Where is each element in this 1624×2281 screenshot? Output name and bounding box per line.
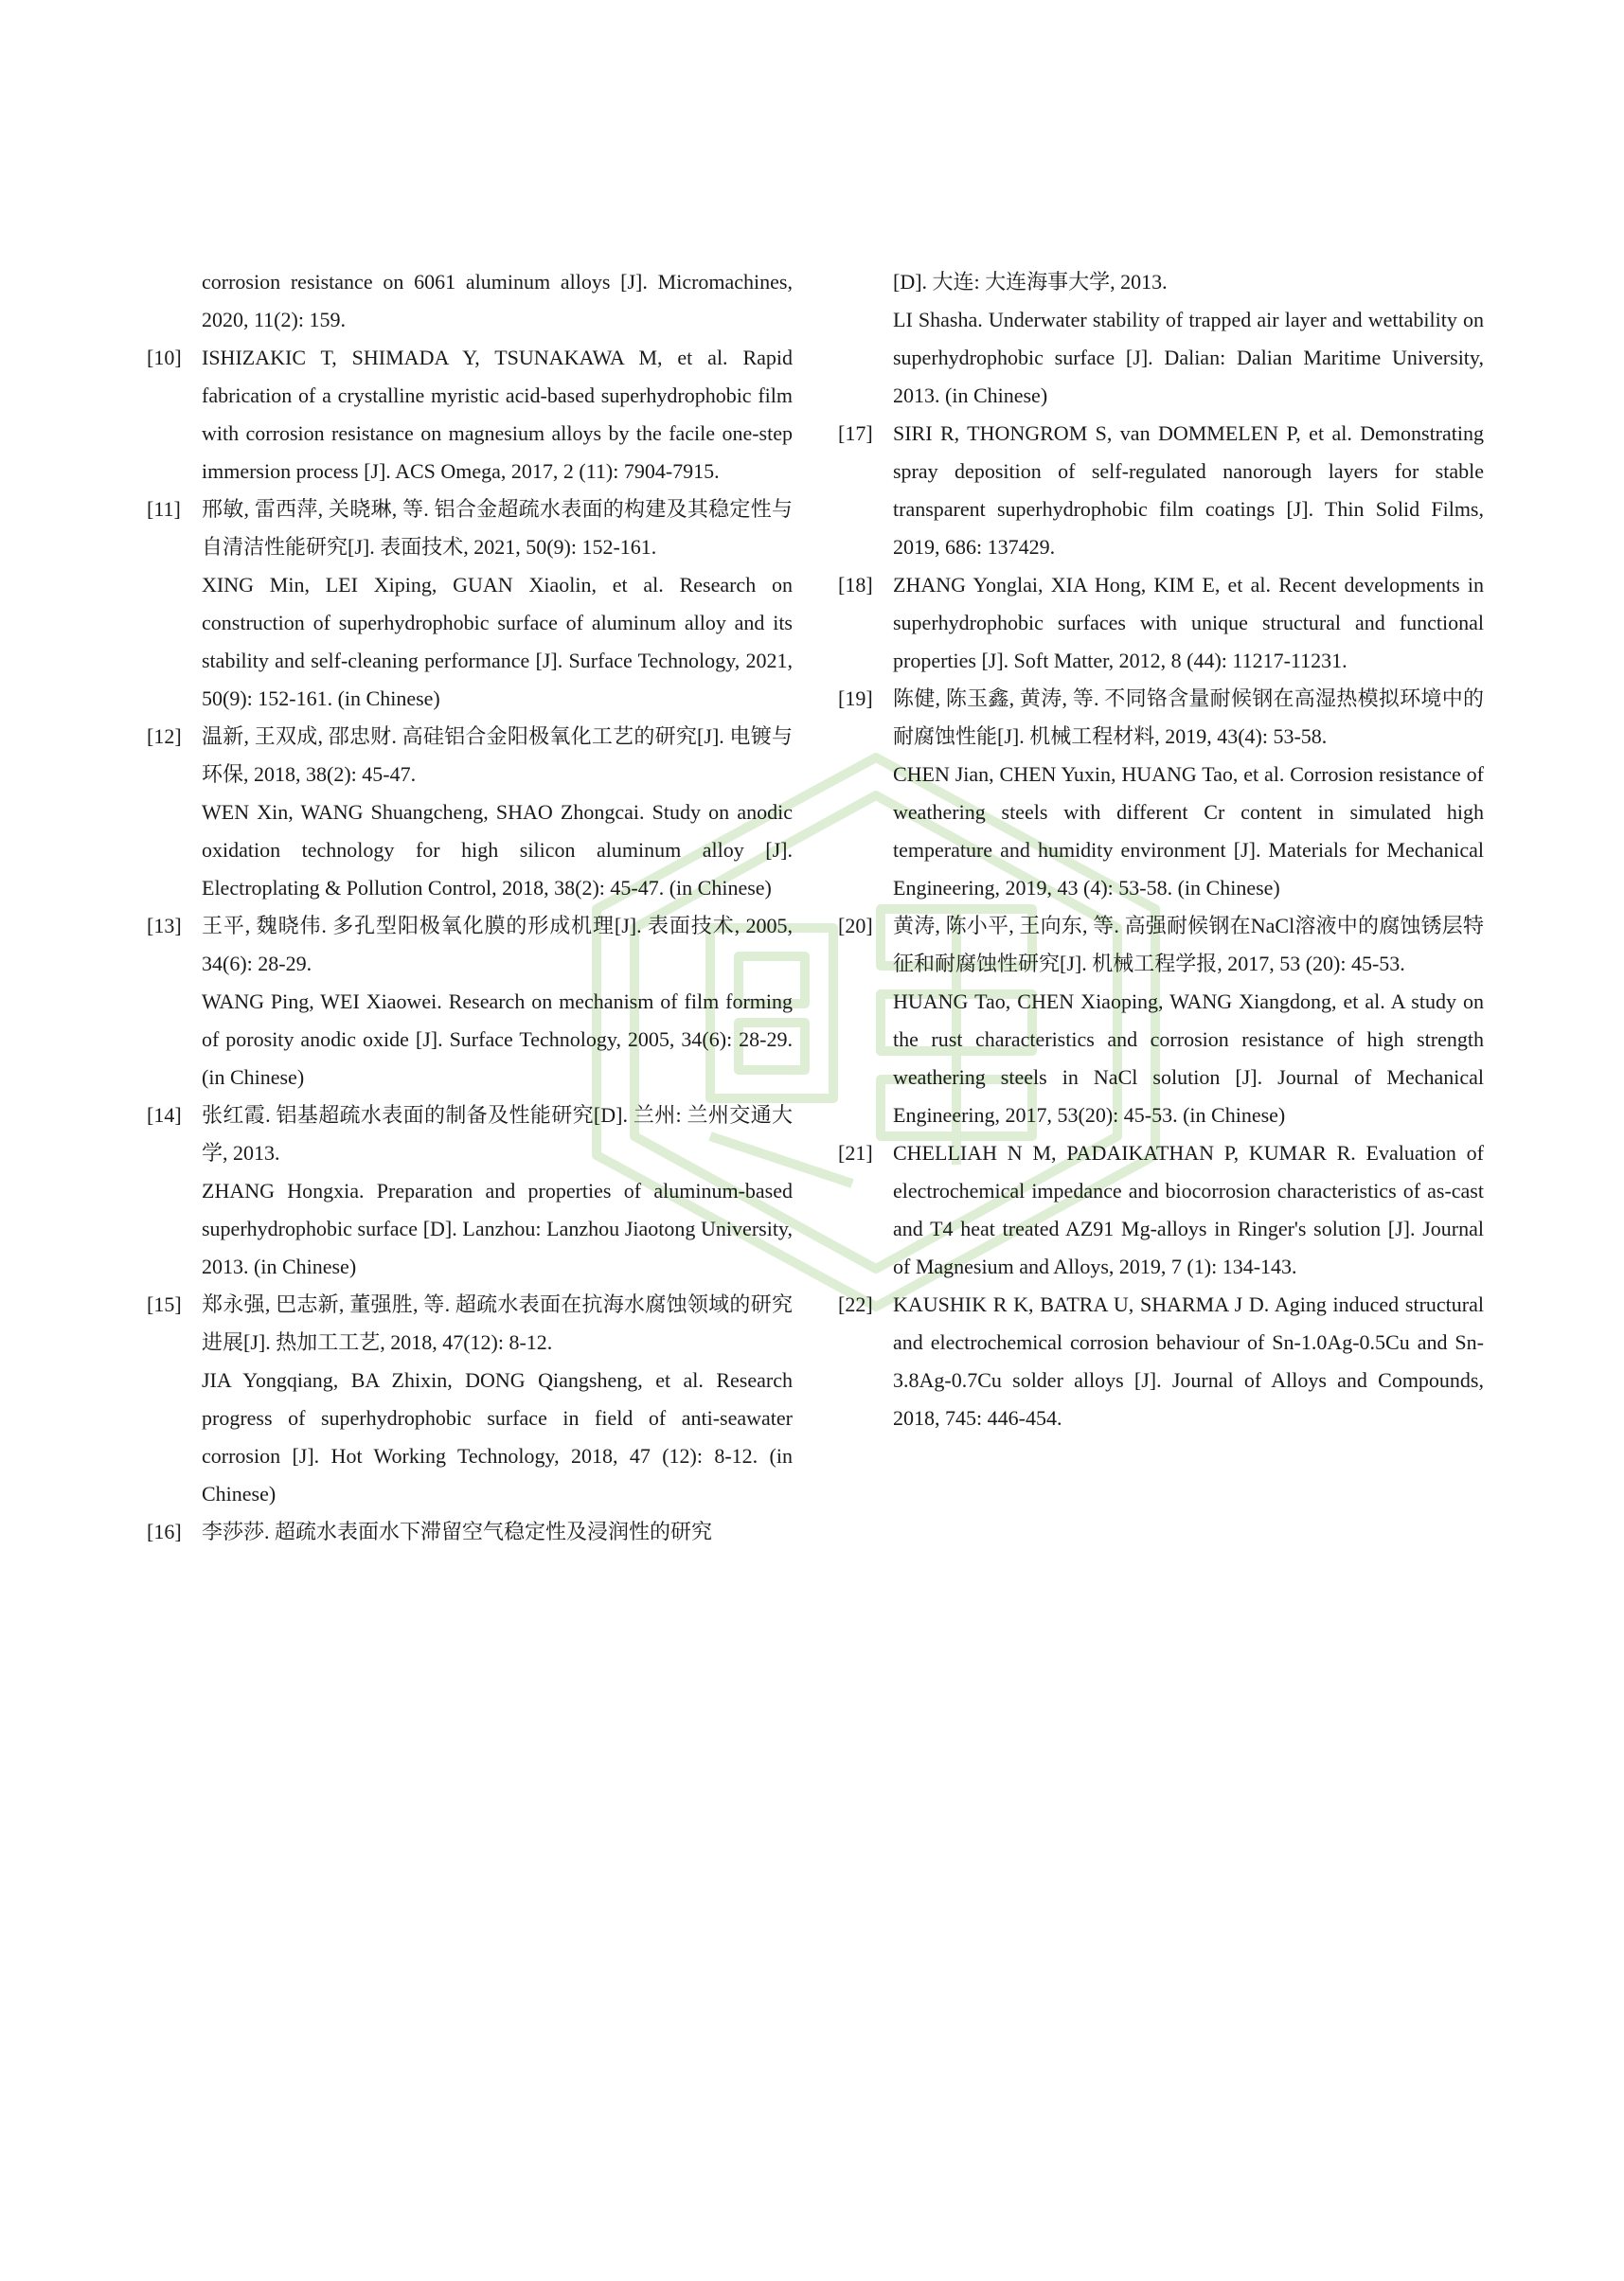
reference-text: 温新, 王双成, 邵忠财. 高硅铝合金阳极氧化工艺的研究[J]. 电镀与环保, 2018, 38(2): 45-47. <box>202 724 793 786</box>
reference-entry <box>147 263 793 339</box>
reference-translation: WANG Ping, WEI Xiaowei. Research on mechanism of film forming of porosity anodic oxide [J]. Surface Technology, 2005, 34(6): 28-29. (in Chinese) <box>202 989 793 1089</box>
reference-number: [19] <box>838 686 873 710</box>
reference-text: 李莎莎. 超疏水表面水下滞留空气稳定性及浸润性的研究 <box>202 1520 713 1543</box>
reference-text: ISHIZAKIC T, SHIMADA Y, TSUNAKAWA M, et al. Rapid fabrication of a crystalline myristic acid-based superhydrophobic film with corrosion resistance on magnesium alloys by the facile one-step immersion process [J]. ACS Omega, 2017, 2 (11): 7904-7915. <box>202 346 793 483</box>
reference-text: corrosion resistance on 6061 aluminum alloys [J]. Micromachines, 2020, 11(2): 159. <box>202 270 793 331</box>
reference-number: [15] <box>147 1292 182 1316</box>
reference-number: [21] <box>838 1141 873 1165</box>
reference-entry <box>147 339 793 490</box>
reference-text: 张红霞. 铝基超疏水表面的制备及性能研究[D]. 兰州: 兰州交通大学, 2013. <box>202 1103 793 1165</box>
reference-text: 陈健, 陈玉鑫, 黄涛, 等. 不同铬含量耐候钢在高湿热模拟环境中的耐腐蚀性能[J]. 机械工程材料, 2019, 43(4): 53-58. <box>893 686 1484 748</box>
reference-entry <box>147 718 793 907</box>
reference-number: [14] <box>147 1103 182 1127</box>
reference-text: KAUSHIK R K, BATRA U, SHARMA J D. Aging induced structural and electrochemical corrosion behaviour of Sn-1.0Ag-0.5Cu and Sn-3.8Ag-0.7Cu solder alloys [J]. Journal of Alloys and Compounds, 2018, 745: 446-454. <box>893 1292 1484 1430</box>
reference-text: 郑永强, 巴志新, 董强胜, 等. 超疏水表面在抗海水腐蚀领域的研究进展[J]. 热加工工艺, 2018, 47(12): 8-12. <box>202 1292 793 1354</box>
reference-translation: LI Shasha. Underwater stability of trapped air layer and wettability on superhydrophobic surface [J]. Dalian: Dalian Maritime University, 2013. (in Chinese) <box>893 308 1484 407</box>
reference-number: [13] <box>147 914 182 937</box>
reference-entry <box>147 1096 793 1286</box>
reference-number: [11] <box>147 497 181 521</box>
reference-entry <box>147 1286 793 1513</box>
reference-number: [16] <box>147 1520 182 1543</box>
reference-number: [22] <box>838 1292 873 1316</box>
reference-number: [10] <box>147 346 182 369</box>
reference-text: 邢敏, 雷西萍, 关晓琳, 等. 铝合金超疏水表面的构建及其稳定性与自清洁性能研究[J]. 表面技术, 2021, 50(9): 152-161. <box>202 497 793 559</box>
reference-entry <box>838 1286 1484 1437</box>
reference-translation: XING Min, LEI Xiping, GUAN Xiaolin, et al. Research on construction of superhydrophobic surface of aluminum alloy and its stability and self-cleaning performance [J]. Surface Technology, 2021, 50(9): 152-161. (in Chinese) <box>202 573 793 710</box>
reference-entry <box>838 907 1484 1134</box>
reference-entry <box>838 680 1484 907</box>
reference-text: 王平, 魏晓伟. 多孔型阳极氧化膜的形成机理[J]. 表面技术, 2005, 34(6): 28-29. <box>202 914 793 975</box>
right-column <box>838 263 1484 1437</box>
reference-translation: WEN Xin, WANG Shuangcheng, SHAO Zhongcai. Study on anodic oxidation technology for high silicon aluminum alloy [J]. Electroplating & Pollution Control, 2018, 38(2): 45-47. (in Chinese) <box>202 800 793 900</box>
reference-text: [D]. 大连: 大连海事大学, 2013. <box>893 270 1168 294</box>
reference-entry <box>147 490 793 718</box>
reference-text: ZHANG Yonglai, XIA Hong, KIM E, et al. Recent developments in superhydrophobic surfaces with unique structural and functional properties [J]. Soft Matter, 2012, 8 (44): 11217-11231. <box>893 573 1484 672</box>
reference-number: [20] <box>838 914 873 937</box>
reference-entry <box>147 1513 793 1551</box>
reference-number: [12] <box>147 724 182 748</box>
reference-entry <box>838 566 1484 680</box>
reference-entry <box>838 263 1484 415</box>
reference-translation: ZHANG Hongxia. Preparation and properties of aluminum-based superhydrophobic surface [D]. Lanzhou: Lanzhou Jiaotong University, 2013. (in Chinese) <box>202 1179 793 1278</box>
left-column <box>147 263 793 1551</box>
reference-translation: JIA Yongqiang, BA Zhixin, DONG Qiangsheng, et al. Research progress of superhydrophobic surface in field of anti-seawater corrosion [J]. Hot Working Technology, 2018, 47 (12): 8-12. (in Chinese) <box>202 1368 793 1506</box>
reference-translation: CHEN Jian, CHEN Yuxin, HUANG Tao, et al. Corrosion resistance of weathering steels with different Cr content in simulated high temperature and humidity environment [J]. Materials for Mechanical Engineering, 2019, 43 (4): 53-58. (in Chinese) <box>893 762 1484 900</box>
reference-number: [17] <box>838 421 873 445</box>
reference-entry <box>838 415 1484 566</box>
reference-text: SIRI R, THONGROM S, van DOMMELEN P, et al. Demonstrating spray deposition of self-regulated nanorough layers for stable transparent superhydrophobic film coatings [J]. Thin Solid Films, 2019, 686: 137429. <box>893 421 1484 559</box>
reference-text: 黄涛, 陈小平, 王向东, 等. 高强耐候钢在NaCl溶液中的腐蚀锈层特征和耐腐蚀性研究[J]. 机械工程学报, 2017, 53 (20): 45-53. <box>893 914 1484 975</box>
reference-text: CHELLIAH N M, PADAIKATHAN P, KUMAR R. Evaluation of electrochemical impedance and biocorrosion characteristics of as-cast and T4 heat treated AZ91 Mg-alloys in Ringer's solution [J]. Journal of Magnesium and Alloys, 2019, 7 (1): 134-143. <box>893 1141 1484 1278</box>
reference-entry <box>147 907 793 1096</box>
reference-translation: HUANG Tao, CHEN Xiaoping, WANG Xiangdong, et al. A study on the rust characteristics and corrosion resistance of high strength weathering steels in NaCl solution [J]. Journal of Mechanical Engineering, 2017, 53(20): 45-53. (in Chinese) <box>893 989 1484 1127</box>
reference-entry <box>838 1134 1484 1286</box>
reference-number: [18] <box>838 573 873 597</box>
